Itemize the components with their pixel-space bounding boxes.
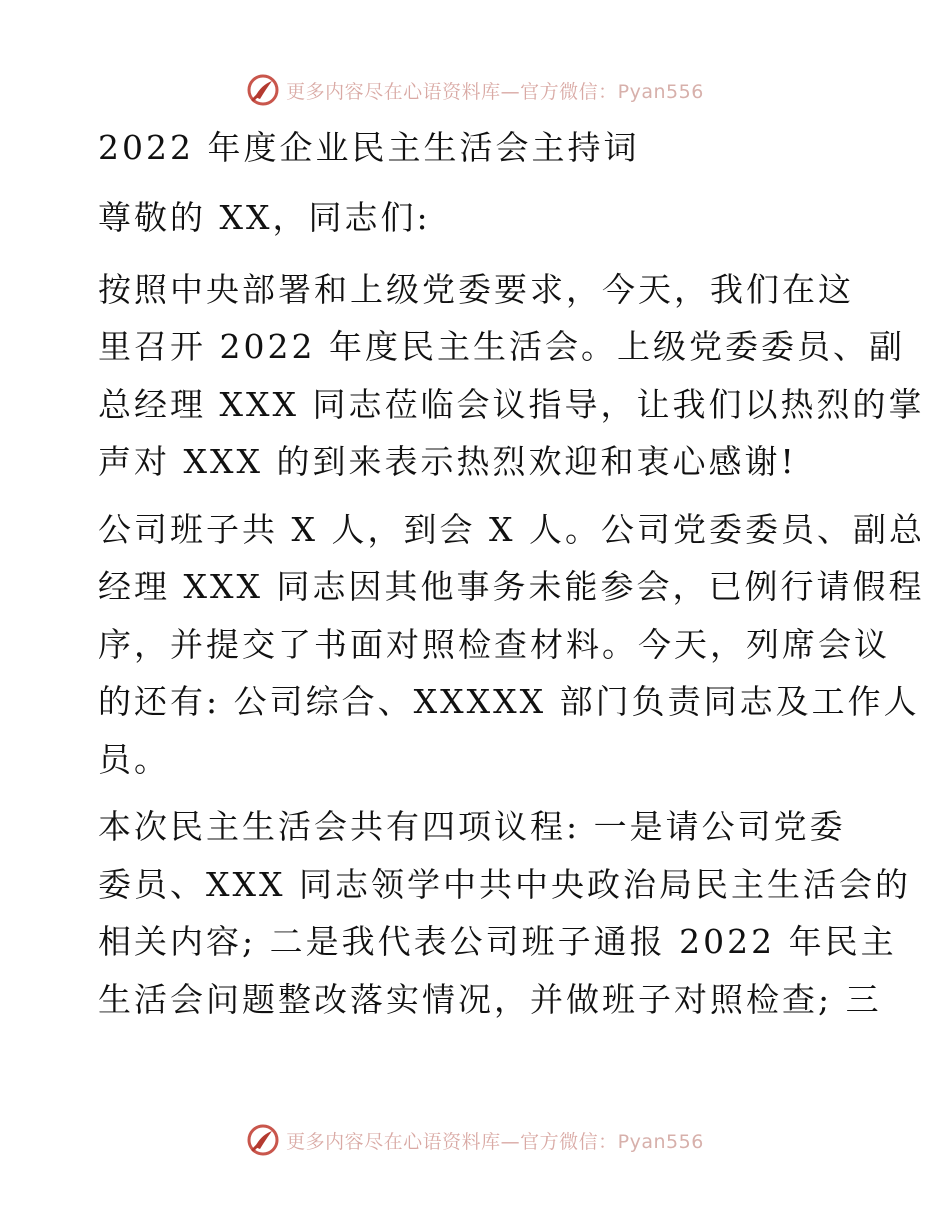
paragraph-line: 生活会问题整改落实情况，并做班子对照检查; 三 — [98, 979, 882, 1019]
document-title: 2022 年度企业民主生活会主持词 — [98, 128, 640, 167]
brush-seal-icon — [246, 1123, 280, 1157]
footer-watermark — [0, 1120, 950, 1160]
paragraph-line: 本次民主生活会共有四项议程: 一是请公司党委 — [98, 807, 846, 846]
watermark-id: Pyan556 — [617, 1130, 704, 1153]
paragraph-line: 的还有: 公司综合、XXXXX 部门负责同志及工作人 — [98, 682, 920, 721]
header-watermark — [0, 70, 950, 110]
paragraph-3 — [98, 798, 911, 1028]
paragraph-line: 公司班子共 X 人，到会 X 人。公司党委委员、副总 — [98, 509, 925, 549]
paragraph-line: 相关内容; 二是我代表公司班子通报 2022 年民主 — [98, 922, 897, 961]
paragraph-2 — [98, 501, 925, 789]
brush-seal-icon — [246, 73, 280, 107]
paragraph-1 — [98, 261, 925, 491]
paragraph-line: 里召开 2022 年度民主生活会。上级党委委员、副 — [98, 327, 905, 366]
document-body — [98, 120, 925, 1028]
watermark-text: 更多内容尽在心语资料库—官方微信： — [286, 80, 618, 103]
paragraph-line: 序，并提交了书面对照检查材料。今天，列席会议 — [98, 624, 890, 664]
watermark-text: 更多内容尽在心语资料库—官方微信： — [286, 1130, 618, 1153]
paragraph-line: 总经理 XXX 同志莅临会议指导，让我们以热烈的掌 — [98, 384, 925, 424]
paragraph-line: 委员、XXX 同志领学中共中央政治局民主生活会的 — [98, 864, 911, 904]
paragraph-line: 经理 XXX 同志因其他事务未能参会，已例行请假程 — [98, 567, 925, 606]
watermark-id: Pyan556 — [617, 80, 704, 103]
greeting: 尊敬的 XX，同志们: — [98, 198, 431, 237]
paragraph-line: 员。 — [98, 739, 170, 779]
paragraph-line: 声对 XXX 的到来表示热烈欢迎和衷心感谢! — [98, 442, 797, 481]
paragraph-line: 按照中央部署和上级党委要求，今天，我们在这 — [98, 269, 854, 309]
